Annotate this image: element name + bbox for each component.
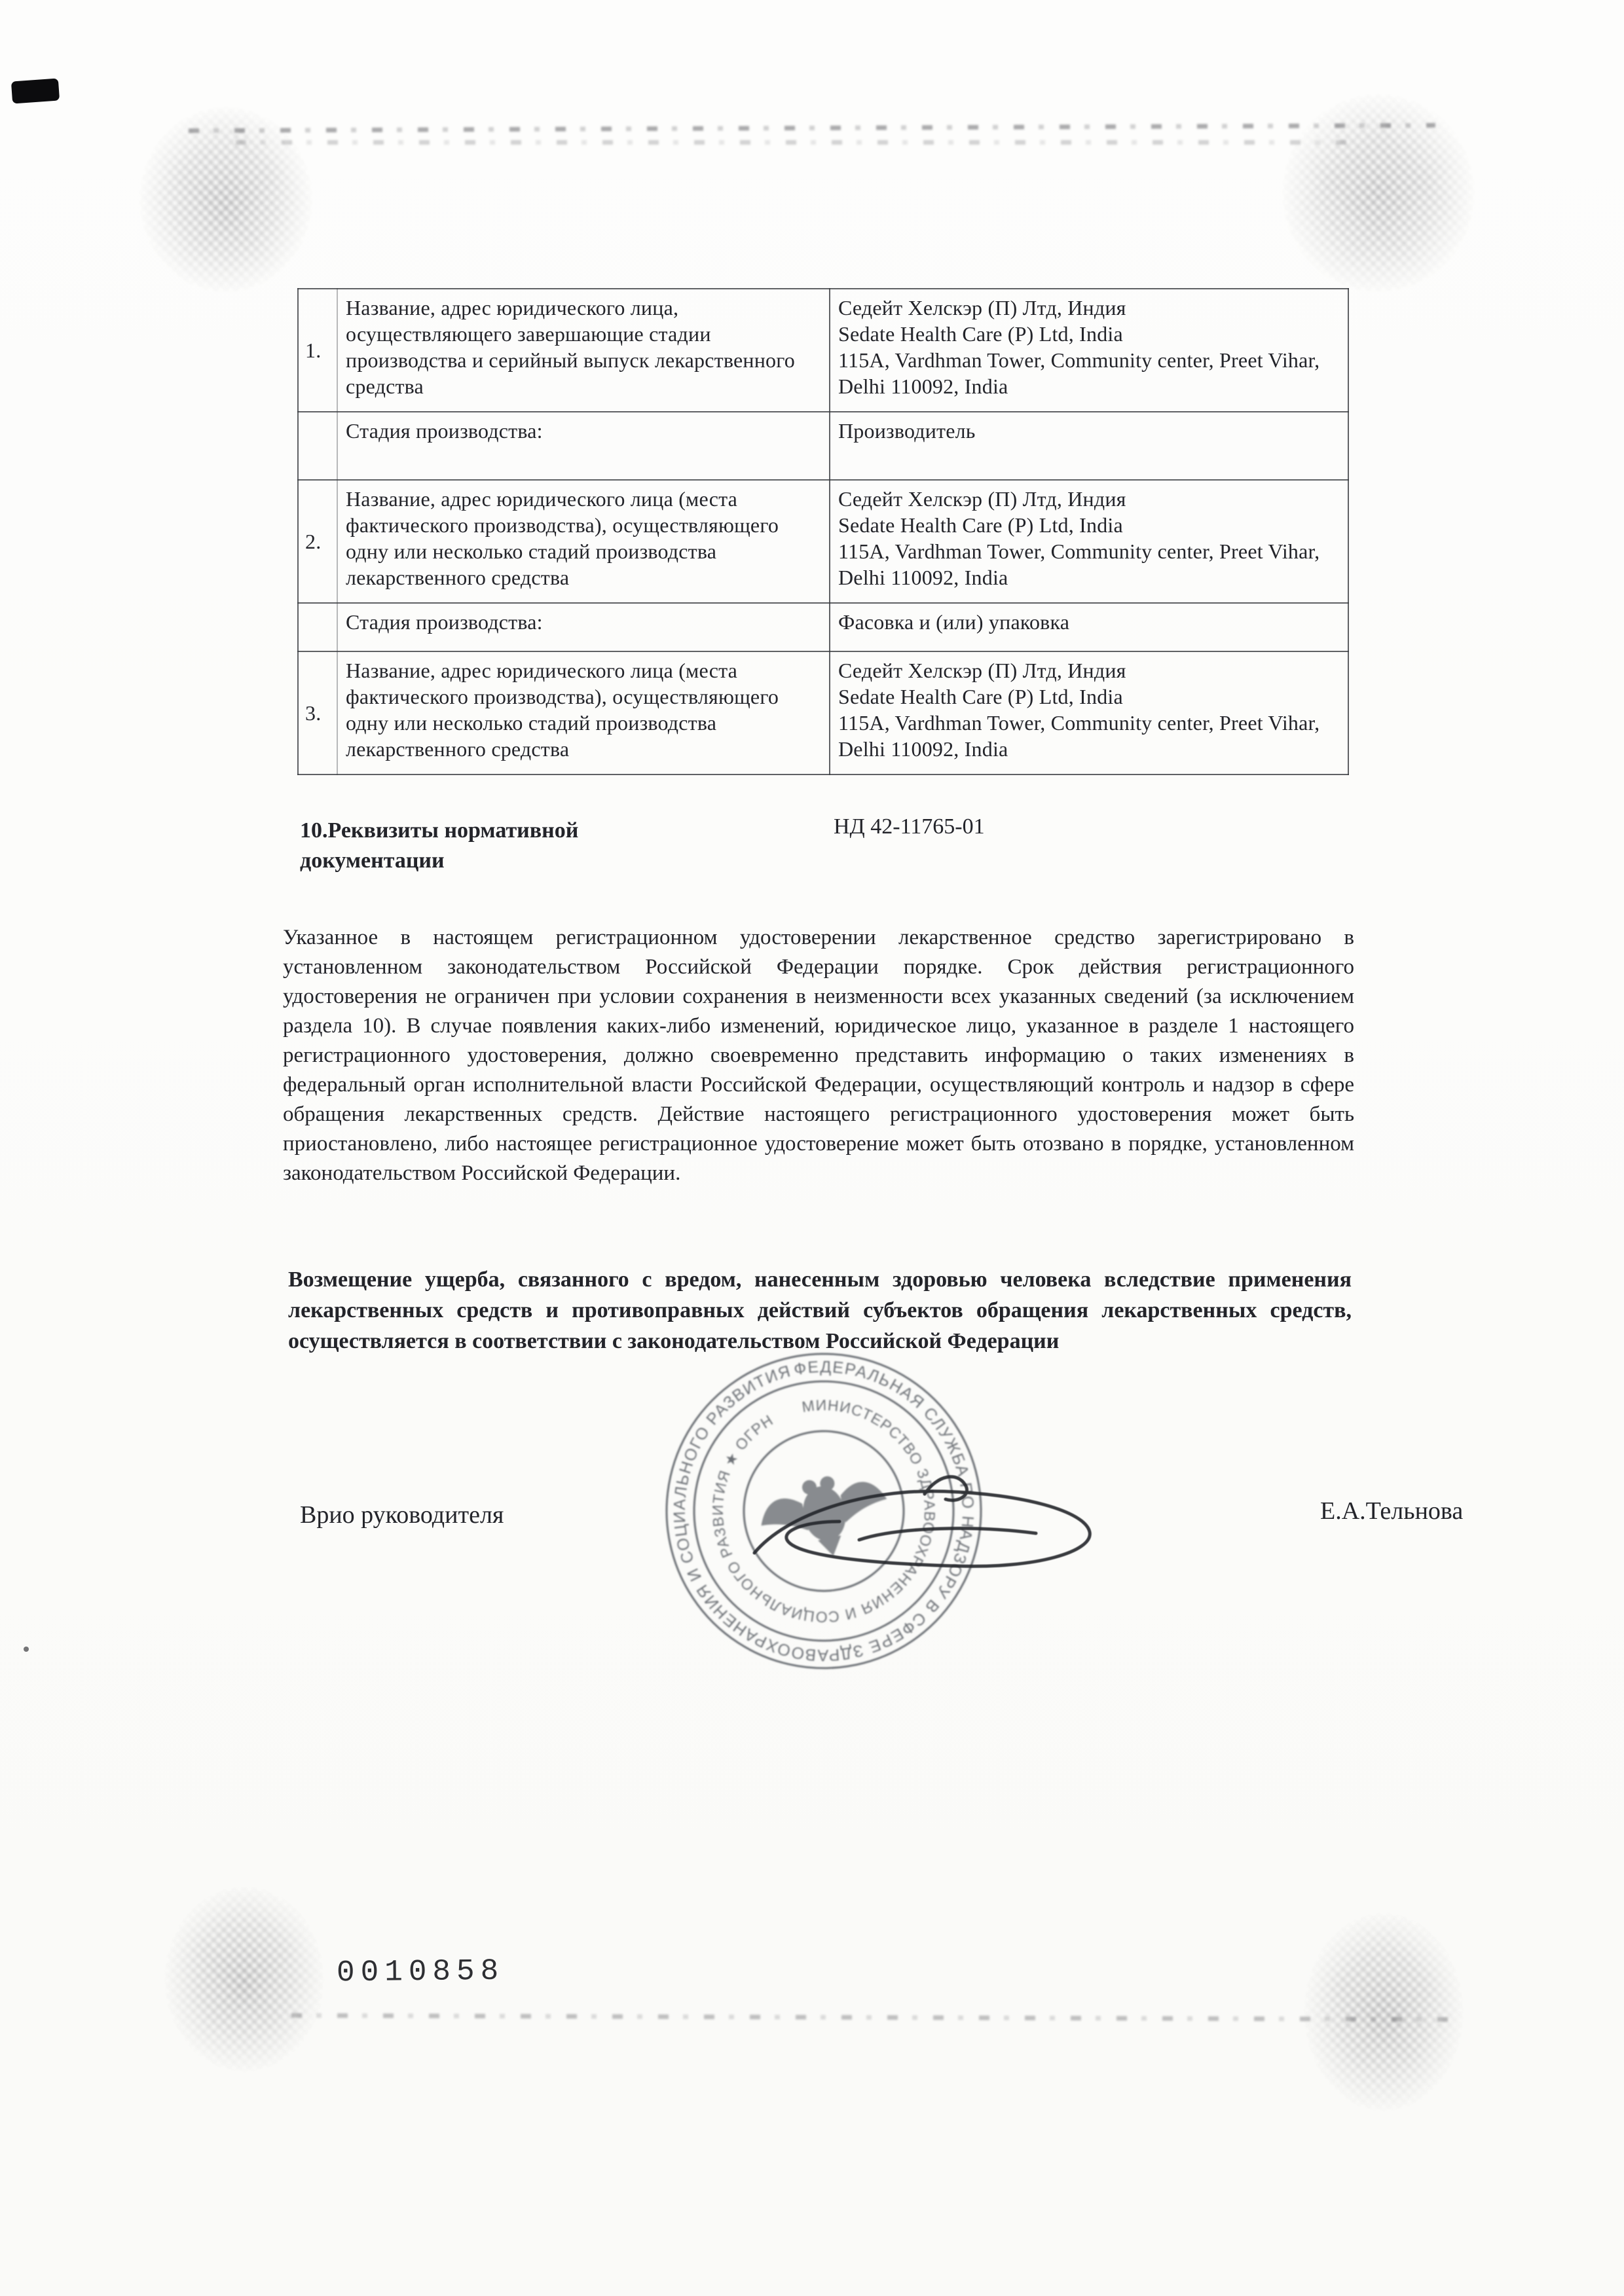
- signatory-name: Е.А.Тельнова: [1320, 1497, 1464, 1525]
- scan-smudge-bottom-right: [1302, 1910, 1466, 2113]
- row-label: Стадия производства:: [337, 603, 830, 651]
- row-label: Название, адрес юридического лица, осуществляющего завершающие стадии производства и серийный выпуск лекарственного средства: [337, 289, 830, 412]
- scan-smudge-top-left: [138, 105, 314, 295]
- table-row-stage-2: [298, 603, 1348, 651]
- row-label: Стадия производства:: [337, 412, 830, 480]
- scan-black-mark: [11, 79, 60, 104]
- scan-streak-top-2: [236, 140, 1349, 145]
- row-number: [298, 603, 337, 651]
- normative-doc-number: НД 42-11765-01: [834, 814, 985, 839]
- table-row-3: [298, 651, 1348, 774]
- row-value: [830, 651, 1348, 774]
- value-line: Sedate Health Care (P) Ltd, India: [838, 513, 1123, 537]
- scan-smudge-top-right: [1280, 92, 1477, 295]
- stamp-outer-text: ФЕДЕРАЛЬНАЯ СЛУЖБА ПО НАДЗОРУ В СФЕРЕ ЗДРАВООХРАНЕНИЯ И СОЦИАЛЬНОГО РАЗВИТИЯ: [670, 1357, 978, 1665]
- signatory-title: Врио руководителя: [300, 1501, 504, 1529]
- stamp-inner-text: МИНИСТЕРСТВО ЗДРАВООХРАНЕНИЯ И СОЦИАЛЬНОГО РАЗВИТИЯ ★ ОГРН: [709, 1396, 939, 1626]
- table-row-1: [298, 289, 1348, 412]
- section-10-heading: 10.Реквизиты нормативной документации: [300, 818, 579, 873]
- row-value: Производитель: [830, 412, 1348, 480]
- row-label: Название, адрес юридического лица (места фактического производства), осуществляющего одну или несколько стадий производства лекарственного средства: [337, 480, 830, 603]
- registration-paragraph: Указанное в настоящем регистрационном удостоверении лекарственное средство зарегистрировано в установленном законодательством Российской Федерации порядке. Срок действия регистрационного удостоверения не ограничен при условии сохранения в неизменности всех указанных сведений (за исключением раздела 10). В случае появления каких-либо изменений, юридическое лицо, указанное в разделе 1 настоящего регистрационного удостоверения, должно своевременно представить информацию о таких изменениях в федеральный орган исполнительной власти Российской Федерации, осуществляющий контроль и надзор в сфере обращения лекарственных средств. Действие настоящего регистрационного удостоверения может быть приостановлено, либо настоящее регистрационное удостоверение может быть отозвано в порядке, установленном законодательством Российской Федерации.: [283, 926, 1354, 1185]
- value-line: 115A, Vardhman Tower, Community center, Preet Vihar, Delhi 110092, India: [838, 348, 1320, 398]
- scan-streak-top: [189, 123, 1435, 133]
- row-number: 3.: [298, 651, 337, 774]
- value-line: Седейт Хелскэр (П) Лтд, Индия: [838, 296, 1126, 319]
- row-label: Название, адрес юридического лица (места фактического производства), осуществляющего одну или несколько стадий производства лекарственного средства: [337, 651, 830, 774]
- liability-paragraph: Возмещение ущерба, связанного с вредом, нанесенным здоровью человека вследствие применения лекарственных средств и противоправных действий субъектов обращения лекарственных средств, осуществляется в соответствии с законодательством Российской Федерации: [288, 1267, 1352, 1353]
- scan-streak-bottom: [291, 2013, 1450, 2022]
- document-number: 0010858: [336, 1954, 505, 1990]
- scan-dot: [24, 1647, 29, 1652]
- production-table: [297, 288, 1349, 775]
- scan-smudge-bottom-left: [162, 1884, 326, 2074]
- value-line: Sedate Health Care (P) Ltd, India: [838, 322, 1123, 346]
- row-number: 2.: [298, 480, 337, 603]
- value-line: 115A, Vardhman Tower, Community center, Preet Vihar, Delhi 110092, India: [838, 539, 1320, 589]
- value-line: Седейт Хелскэр (П) Лтд, Индия: [838, 659, 1126, 682]
- row-number: [298, 412, 337, 480]
- value-line: Седейт Хелскэр (П) Лтд, Индия: [838, 487, 1126, 511]
- row-value: [830, 289, 1348, 412]
- value-line: Sedate Health Care (P) Ltd, India: [838, 685, 1123, 708]
- signature-stroke: [728, 1448, 1121, 1612]
- value-line: 115A, Vardhman Tower, Community center, Preet Vihar, Delhi 110092, India: [838, 711, 1320, 761]
- row-value: [830, 480, 1348, 603]
- table-row-2: [298, 480, 1348, 603]
- row-value: Фасовка и (или) упаковка: [830, 603, 1348, 651]
- row-number: 1.: [298, 289, 337, 412]
- table-row-stage-1: [298, 412, 1348, 480]
